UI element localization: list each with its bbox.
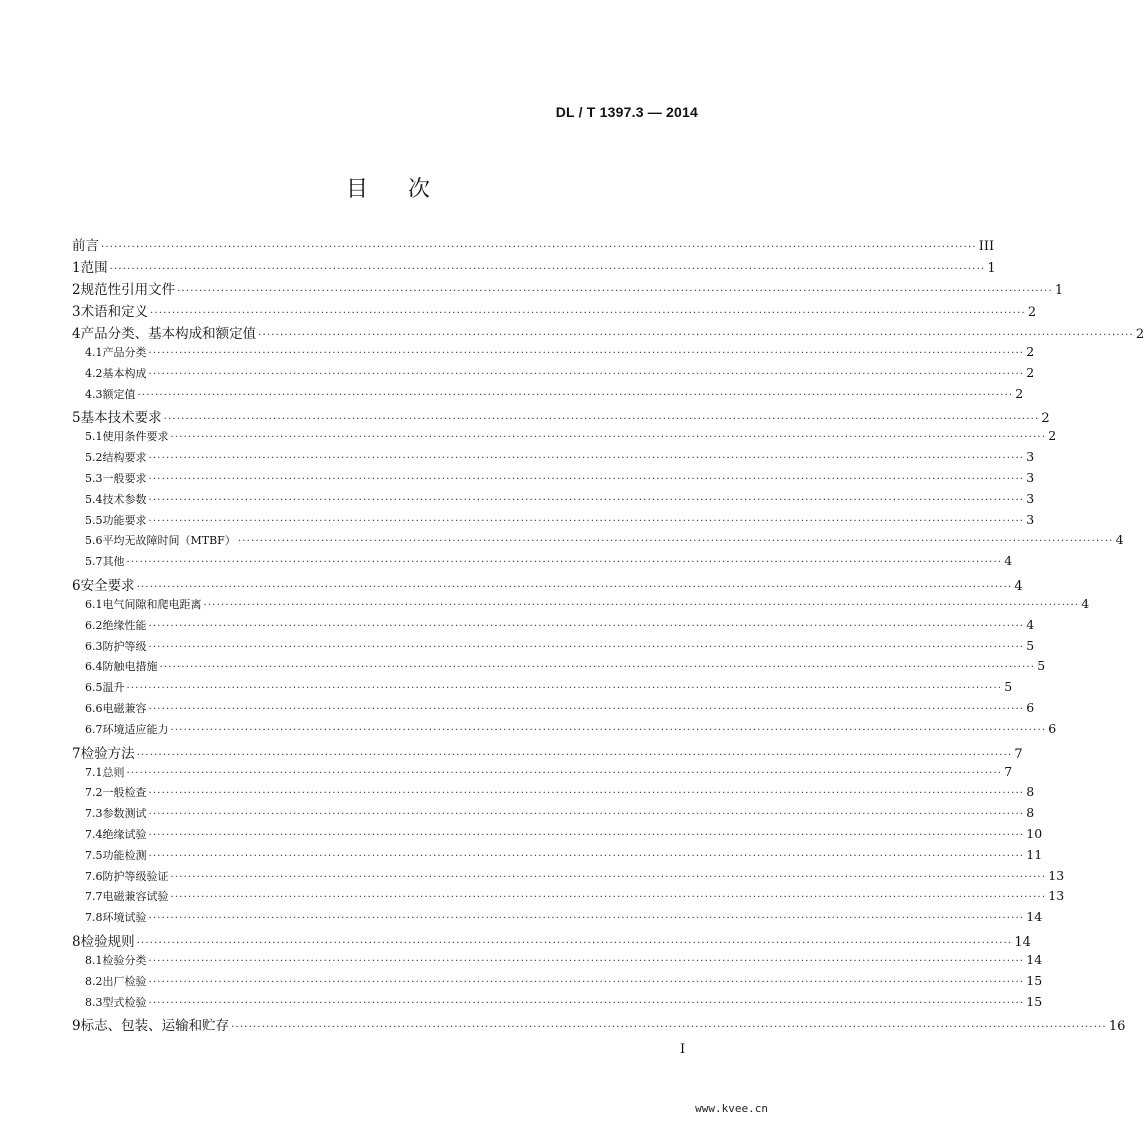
- toc-entry[interactable]: [72, 511, 1035, 533]
- toc-leader-dots: ········································································································································································································: [126, 557, 1003, 569]
- toc-entry-page: 1: [1054, 283, 1064, 298]
- toc-leader-dots: ········································································································································································································: [170, 432, 1047, 444]
- toc-leader-dots: ········································································································································································································: [148, 641, 1025, 653]
- toc-entry[interactable]: [72, 846, 1043, 868]
- toc-leader-dots: ········································································································································································································: [237, 536, 1114, 548]
- toc-entry-number: 5.6: [85, 534, 103, 548]
- toc-entry-title: 产品分类: [102, 346, 147, 359]
- toc-entry-number: 6.2: [85, 618, 103, 632]
- toc-entry-title: 防触电措施: [102, 660, 158, 674]
- toc-entry-page: 16: [1108, 1019, 1126, 1035]
- toc-entry-number: 4.3: [85, 387, 103, 401]
- toc-leader-dots: ········································································································································································································: [137, 389, 1014, 401]
- toc-entry-page: 15: [1026, 993, 1043, 1009]
- toc-entry-page: 8: [1026, 784, 1035, 800]
- toc-entry-page: 2: [1026, 344, 1035, 359]
- toc-entry-number: 6.3: [85, 639, 103, 653]
- toc-entry-title: 出厂检验: [102, 974, 147, 988]
- toc-leader-dots: ········································································································································································································: [163, 414, 1040, 426]
- toc-entry[interactable]: [72, 742, 1023, 764]
- toc-entry-number: 9: [72, 1018, 81, 1035]
- toc-entry-number: 6.7: [85, 722, 103, 736]
- toc-entry-title: 型式检验: [102, 995, 147, 1009]
- toc-entry[interactable]: [72, 867, 1065, 889]
- standard-code: DL / T 1397.3 — 2014: [555, 104, 698, 120]
- toc-leader-dots: ········································································································································································································: [148, 955, 1025, 967]
- toc-entry-number: 8.3: [85, 995, 103, 1009]
- toc-entry[interactable]: [72, 574, 1023, 596]
- toc-entry[interactable]: [72, 972, 1043, 994]
- toc-entry[interactable]: [72, 720, 1057, 742]
- toc-leader-dots: ········································································································································································································: [150, 308, 1026, 319]
- toc-entry[interactable]: [72, 278, 1064, 300]
- toc-entry-title: 结构要求: [102, 451, 147, 465]
- toc-entry[interactable]: [72, 951, 1043, 973]
- toc-entry-number: 5.7: [85, 555, 103, 569]
- toc-entry-title: 术语和定义: [80, 304, 149, 320]
- toc-entry-number: 6.1: [85, 597, 103, 611]
- toc-entry-number: 3: [72, 304, 81, 320]
- toc-entry-page: 14: [1026, 951, 1043, 967]
- toc-entry-number: 5.4: [85, 492, 103, 506]
- toc-entry-title: 检验规则: [80, 933, 135, 950]
- toc-entry[interactable]: [72, 344, 1035, 365]
- toc-leader-dots: ········································································································································································································: [231, 1022, 1107, 1034]
- toc-entry-number: 2: [72, 282, 81, 298]
- toc-entry-title: 额定值: [102, 387, 136, 401]
- toc-leader-dots: ········································································································································································································: [101, 242, 977, 253]
- toc-entry-title: 标志、包装、运输和贮存: [80, 1018, 230, 1035]
- toc-entry-title: 功能要求: [102, 513, 147, 527]
- toc-entry[interactable]: [72, 256, 996, 278]
- toc-leader-dots: ········································································································································································································: [170, 892, 1047, 904]
- toc-entry-title: 电磁兼容试验: [102, 890, 169, 904]
- toc-entry-page: 4: [1081, 595, 1090, 611]
- toc-entry-page: 4: [1026, 616, 1035, 632]
- toc-entry[interactable]: [72, 490, 1035, 512]
- toc-leader-dots: ········································································································································································································: [136, 937, 1013, 949]
- toc-entry-title: 检验分类: [102, 953, 147, 967]
- toc-entry-page: 5: [1026, 637, 1035, 653]
- toc-entry[interactable]: [72, 469, 1035, 491]
- toc-entry-number: 5: [72, 410, 81, 427]
- toc-entry-number: 4.2: [85, 366, 103, 380]
- toc-entry-page: 2: [1041, 411, 1050, 427]
- toc-entry-number: 4: [72, 326, 81, 342]
- toc-entry-page: 6: [1026, 699, 1035, 715]
- toc-entry[interactable]: [72, 595, 1090, 617]
- toc-leader-dots: ········································································································································································································: [148, 703, 1025, 715]
- toc-entry[interactable]: [72, 532, 1124, 553]
- toc-entry[interactable]: [72, 385, 1024, 407]
- toc-entry[interactable]: [72, 909, 1043, 930]
- toc-entry-number: 7.2: [85, 786, 103, 800]
- toc-leader-dots: ········································································································································································································: [148, 368, 1025, 380]
- toc-leader-dots: ········································································································································································································: [136, 749, 1013, 761]
- page-number: I: [680, 1042, 686, 1057]
- toc-entry-title: 绝缘试验: [102, 827, 147, 841]
- toc-entry-title: 温升: [102, 681, 125, 695]
- toc-leader-dots: ········································································································································································································: [203, 599, 1080, 611]
- toc-entry-number: 7.5: [85, 848, 103, 862]
- toc-leader-dots: ········································································································································································································: [148, 850, 1025, 862]
- toc-entry-page: 7: [1004, 763, 1013, 779]
- toc-entry-title: 安全要求: [80, 577, 135, 594]
- toc-entry-title: 电磁兼容: [102, 701, 147, 715]
- toc-leader-dots: ········································································································································································································: [170, 724, 1047, 736]
- toc-entry-title: 其他: [102, 555, 125, 569]
- toc-entry-page: 7: [1014, 746, 1023, 762]
- toc-entry-title: 电气间隙和爬电距离: [102, 597, 202, 611]
- toc-entry[interactable]: [72, 637, 1035, 659]
- toc-entry-page: 1: [987, 261, 996, 276]
- toc-entry-number: 8.1: [85, 953, 103, 967]
- toc-leader-dots: ········································································································································································································: [148, 829, 1025, 841]
- toc-entry[interactable]: [72, 428, 1057, 449]
- toc-entry-number: 6.4: [85, 660, 103, 674]
- toc-entry-number: 5.1: [85, 430, 103, 444]
- toc-entry-number: 7.4: [85, 827, 103, 841]
- toc-leader-dots: ········································································································································································································: [170, 871, 1047, 883]
- toc-entry[interactable]: [72, 784, 1035, 805]
- toc-entry[interactable]: [72, 930, 1031, 952]
- toc-entry-number: 5.3: [85, 471, 103, 485]
- toc-entry-number: 7: [72, 745, 81, 762]
- toc-entry-title: 绝缘性能: [102, 618, 147, 632]
- toc-entry[interactable]: [72, 993, 1043, 1015]
- toc-entry-title: 范围: [80, 260, 108, 276]
- toc-entry-title: 功能检测: [102, 848, 147, 862]
- toc-entry-number: 6.6: [85, 701, 103, 715]
- toc-leader-dots: ········································································································································································································: [148, 348, 1025, 359]
- toc-entry-page: 3: [1026, 449, 1035, 465]
- toc-entry-page: 13: [1048, 888, 1065, 904]
- toc-leader-dots: ········································································································································································································: [148, 788, 1025, 800]
- toc-entry[interactable]: [72, 805, 1035, 826]
- toc-leader-dots: ········································································································································································································: [126, 767, 1003, 779]
- toc-entry-page: 10: [1026, 825, 1043, 841]
- toc-entry[interactable]: [72, 679, 1013, 700]
- toc-entry-title: 基本技术要求: [80, 410, 162, 427]
- toc-entry-page: 6: [1048, 720, 1057, 736]
- toc-entry[interactable]: [72, 406, 1050, 428]
- toc-entry-number: 7.6: [85, 869, 103, 883]
- toc-entry-number: 7.8: [85, 911, 103, 925]
- toc-entry-number: 7.7: [85, 890, 103, 904]
- toc-entry-title: 环境试验: [102, 911, 147, 925]
- toc-entry-title: 前言: [72, 238, 99, 254]
- toc-entry-number: 1: [72, 260, 81, 276]
- table-of-contents: [72, 234, 1144, 1036]
- toc-leader-dots: ········································································································································································································: [148, 620, 1025, 632]
- toc-entry-number: 7.3: [85, 807, 103, 821]
- toc-leader-dots: ········································································································································································································: [177, 286, 1053, 297]
- toc-leader-dots: ········································································································································································································: [159, 662, 1036, 674]
- toc-entry[interactable]: [72, 825, 1043, 847]
- toc-entry-number: 5.2: [85, 451, 103, 465]
- toc-entry-number: 5.5: [85, 513, 103, 527]
- toc-entry-title: 使用条件要求: [102, 430, 169, 444]
- toc-entry-page: 14: [1014, 934, 1031, 950]
- toc-entry[interactable]: [72, 364, 1035, 386]
- toc-entry-title: 产品分类、基本构成和额定值: [80, 326, 257, 342]
- toc-entry[interactable]: [72, 553, 1013, 574]
- toc-entry-page: 4: [1014, 578, 1023, 594]
- toc-entry-page: 2: [1048, 428, 1057, 444]
- toc-entry-number: 6.5: [85, 681, 103, 695]
- toc-entry-page: 4: [1004, 553, 1013, 569]
- toc-entry[interactable]: [72, 234, 995, 256]
- toc-entry[interactable]: [72, 1014, 1126, 1036]
- toc-entry-page: 5: [1037, 658, 1046, 674]
- toc-entry-page: 3: [1026, 490, 1035, 506]
- toc-entry-number: 6: [72, 577, 81, 594]
- toc-entry[interactable]: [72, 888, 1065, 909]
- toc-entry-number: 8.2: [85, 974, 103, 988]
- toc-entry-title: 环境适应能力: [102, 722, 169, 736]
- toc-leader-dots: ········································································································································································································: [148, 976, 1025, 988]
- toc-entry-page: 11: [1026, 846, 1043, 862]
- toc-leader-dots: ········································································································································································································: [258, 330, 1134, 341]
- toc-entry[interactable]: [72, 300, 1037, 322]
- toc-leader-dots: ········································································································································································································: [136, 581, 1013, 593]
- toc-entry-title: 一般检查: [102, 786, 147, 800]
- toc-entry-title: 基本构成: [102, 366, 147, 380]
- toc-entry-title: 防护等级验证: [102, 869, 169, 883]
- toc-leader-dots: ········································································································································································································: [109, 264, 986, 275]
- toc-entry-page: 5: [1004, 679, 1013, 695]
- toc-leader-dots: ········································································································································································································: [148, 473, 1025, 485]
- toc-entry-page: 13: [1048, 867, 1065, 883]
- toc-leader-dots: ········································································································································································································: [148, 515, 1025, 527]
- toc-entry[interactable]: [72, 658, 1046, 679]
- toc-entry-page: 14: [1026, 909, 1043, 925]
- toc-leader-dots: ········································································································································································································: [148, 453, 1025, 465]
- toc-leader-dots: ········································································································································································································: [148, 997, 1025, 1009]
- toc-entry-title: 防护等级: [102, 639, 147, 653]
- toc-entry-page: 4: [1115, 532, 1124, 548]
- toc-entry[interactable]: [72, 699, 1035, 721]
- toc-entry-page: 2: [1135, 327, 1144, 342]
- toc-leader-dots: ········································································································································································································: [126, 683, 1003, 695]
- toc-leader-dots: ········································································································································································································: [148, 913, 1025, 925]
- toc-entry[interactable]: [72, 616, 1035, 638]
- toc-entry-number: 7.1: [85, 765, 103, 779]
- toc-entry[interactable]: [72, 449, 1035, 470]
- toc-entry-title: 总则: [102, 765, 125, 779]
- toc-entry-title: 平均无故障时间（MTBF）: [102, 534, 236, 548]
- toc-entry-title: 一般要求: [102, 471, 147, 485]
- toc-entry-page: 15: [1026, 972, 1043, 988]
- watermark: www.kvee.cn: [695, 1102, 768, 1115]
- toc-entry-number: 8: [72, 933, 81, 950]
- toc-entry-title: 技术参数: [102, 492, 147, 506]
- toc-entry-page: 3: [1026, 511, 1035, 527]
- toc-entry-title: 规范性引用文件: [80, 282, 176, 298]
- toc-entry-title: 参数测试: [102, 807, 147, 821]
- toc-entry-page: 2: [1026, 364, 1035, 380]
- toc-entry[interactable]: [72, 322, 1144, 344]
- toc-entry-page: 2: [1027, 305, 1037, 320]
- toc-entry-number: 4.1: [85, 346, 103, 359]
- toc-leader-dots: ········································································································································································································: [148, 809, 1025, 821]
- toc-leader-dots: ········································································································································································································: [148, 494, 1025, 506]
- toc-entry-page: 8: [1026, 805, 1035, 821]
- toc-entry-title: 检验方法: [80, 745, 135, 762]
- toc-entry-page: III: [978, 239, 995, 254]
- toc-entry-page: 2: [1015, 385, 1024, 401]
- toc-entry[interactable]: [72, 763, 1013, 785]
- page-title: 目次: [345, 177, 470, 202]
- toc-entry-page: 3: [1026, 469, 1035, 485]
